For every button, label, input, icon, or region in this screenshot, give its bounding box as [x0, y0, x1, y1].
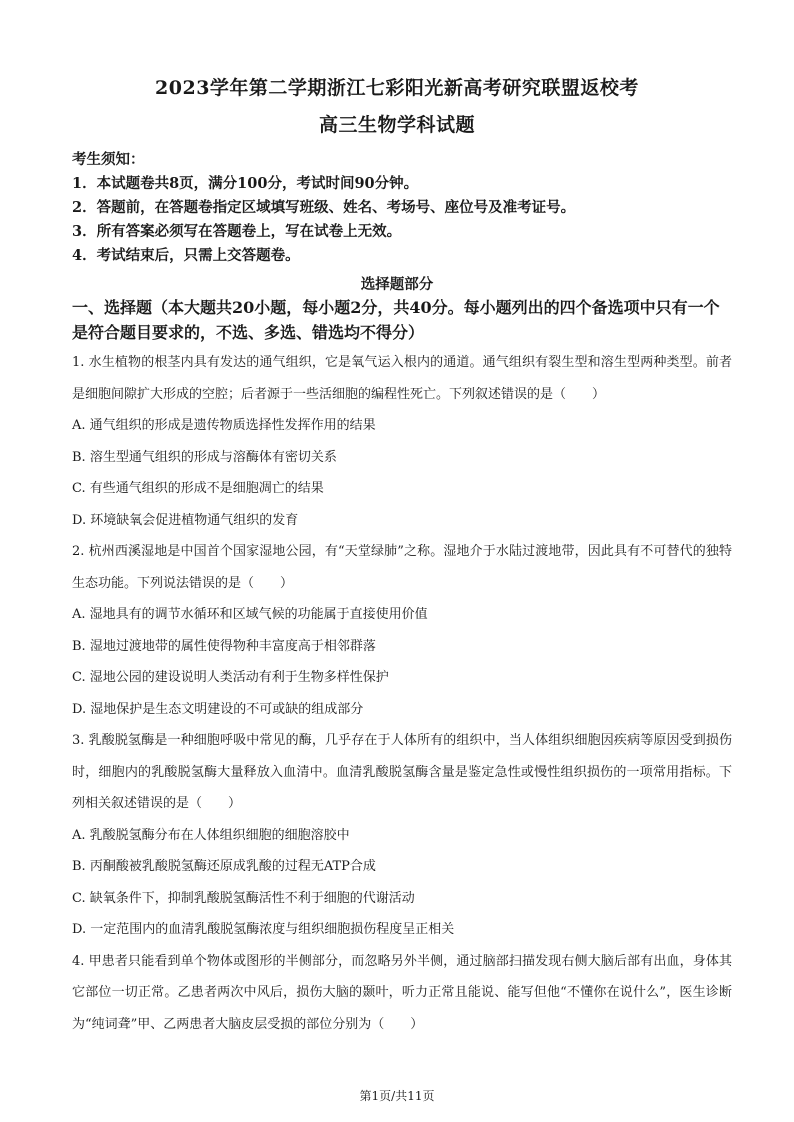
question: [72, 946, 732, 1041]
page-footer: 第1页/共11页: [359, 1089, 435, 1103]
notice-list: [72, 172, 732, 268]
notice-heading: 考生须知：: [72, 151, 145, 168]
question-option: D. 一定范围内的血清乳酸脱氢酶浓度与组织细胞损伤程度呈正相关: [72, 922, 455, 937]
exam-subtitle: 高三生物学科试题: [318, 114, 475, 136]
question-stem: 3. 乳酸脱氢酶是一种细胞呼吸中常见的酶，几乎存在于人体所有的组织中，当人体组织细胞因疾病等原因受到损伤时，细胞内的乳酸脱氢酶大量释放入血清中。血清乳酸脱氢酶含量是鉴定急性或慢性组织损伤的一项常用指标。下列相关叙述错误的是（ ）: [72, 733, 732, 811]
exam-title: 2023学年第二学期浙江七彩阳光新高考研究联盟返校考: [155, 77, 639, 99]
notice-item: 2．答题前，在答题卷指定区域填写班级、姓名、考场号、座位号及准考证号。: [72, 199, 576, 216]
question: [72, 725, 732, 946]
notice-item: 4．考试结束后，只需上交答题卷。: [72, 247, 300, 264]
question-option: D. 环境缺氧会促进植物通气组织的发育: [72, 512, 299, 528]
question-option: B. 溶生型通气组织的形成与溶酶体有密切关系: [72, 449, 337, 465]
question: [72, 347, 732, 536]
notice-item: 3．所有答案必须写在答题卷上，写在试卷上无效。: [72, 223, 402, 240]
question-option: A. 乳酸脱氢酶分布在人体组织细胞的细胞溶胶中: [72, 827, 350, 843]
section-title: 选择题部分: [360, 276, 434, 293]
question: [72, 536, 732, 725]
question-stem: 1. 水生植物的根茎内具有发达的通气组织，它是氧气运入根内的通道。通气组织有裂生型和溶生型两种类型。前者是细胞间隙扩大形成的空腔；后者源于一些活细胞的编程性死亡。下列叙述错误的是（ ）: [72, 355, 732, 402]
question-option: A. 通气组织的形成是遗传物质选择性发挥作用的结果: [72, 418, 376, 433]
notice-item: 1．本试题卷共8页，满分100分，考试时间90分钟。: [72, 175, 419, 192]
question-option: A. 湿地具有的调节水循环和区域气候的功能属于直接使用价值: [72, 607, 428, 622]
question-option: C. 湿地公园的建设说明人类活动有利于生物多样性保护: [72, 670, 389, 685]
question-option: C. 缺氧条件下，抑制乳酸脱氢酶活性不利于细胞的代谢活动: [72, 890, 415, 906]
question-option: B. 湿地过渡地带的属性使得物种丰富度高于相邻群落: [72, 638, 376, 654]
question-stem: 4. 甲患者只能看到单个物体或图形的半侧部分，而忽略另外半侧，通过脑部扫描发现右侧大脑后部有出血，身体其它部位一切正常。乙患者两次中风后，损伤大脑的颞叶，听力正常且能说、能写但他“不懂你在说什么”，医生诊断为“纯词聋”甲、乙两患者大脑皮层受损的部位分别为（ ）: [72, 953, 732, 1032]
question-option: D. 湿地保护是生态文明建设的不可或缺的组成部分: [72, 701, 364, 717]
question-stem: 2. 杭州西溪湿地是中国首个国家湿地公园，有“天堂绿肺”之称。湿地介于水陆过渡地带，因此具有不可替代的独特生态功能。下列说法错误的是（ ）: [72, 544, 732, 591]
question-option: B. 丙酮酸被乳酸脱氢酶还原成乳酸的过程无ATP合成: [72, 859, 376, 874]
question-option: C. 有些通气组织的形成不是细胞凋亡的结果: [72, 481, 324, 496]
question-list: [72, 347, 732, 1040]
section-instruction: 一、选择题（本大题共20小题，每小题2分，共40分。每小题列出的四个备选项中只有一个是符合题目要求的，不选、多选、错选均不得分）: [72, 298, 720, 342]
